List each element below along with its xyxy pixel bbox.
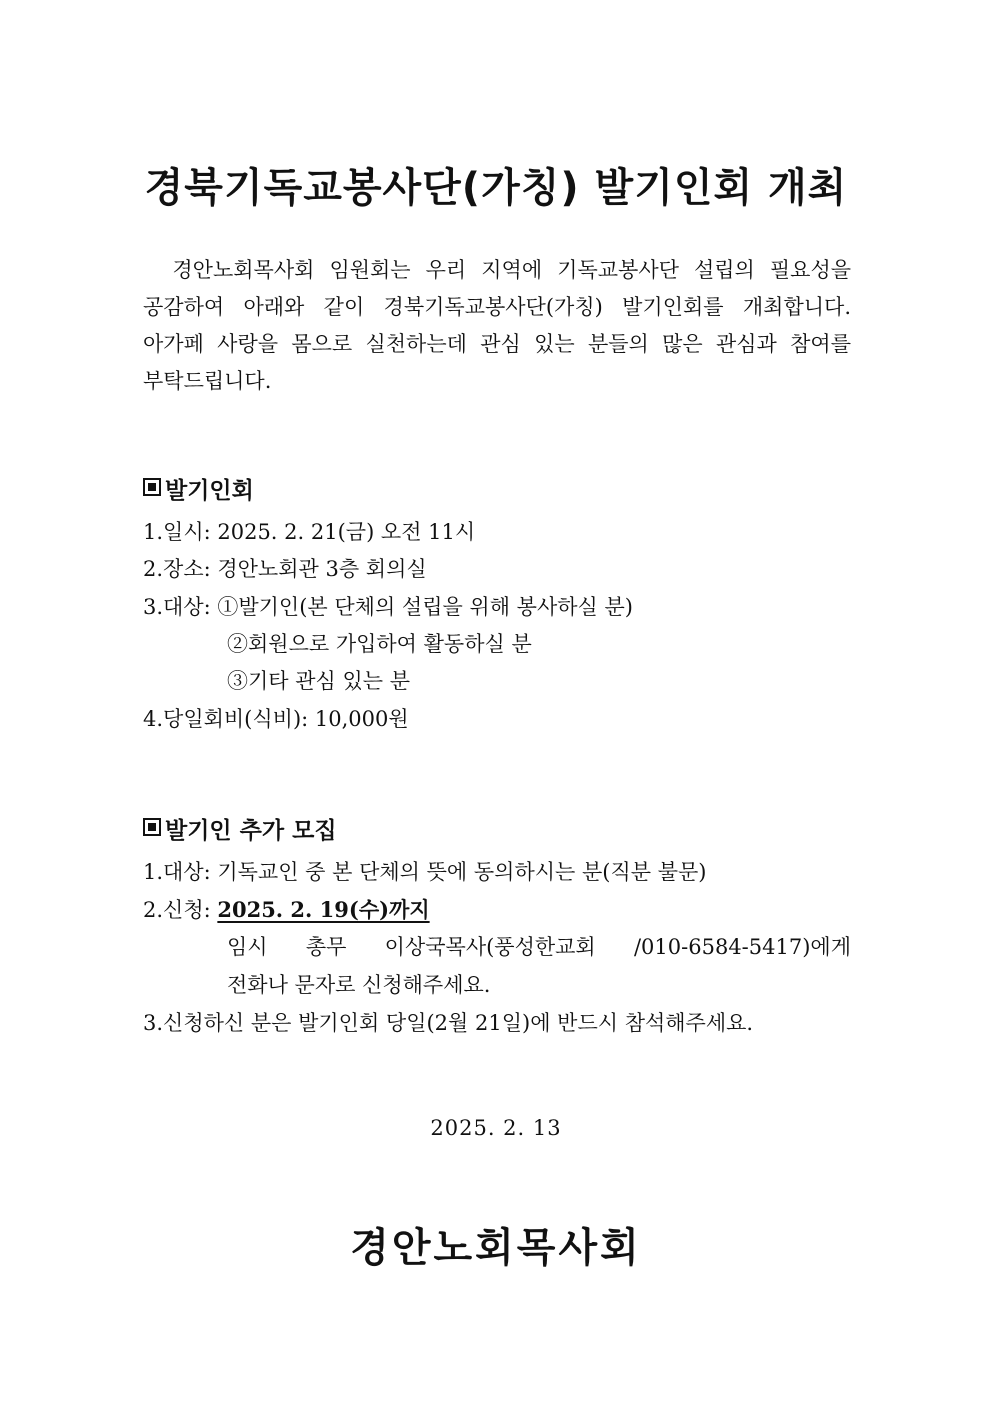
filled-square-icon	[143, 478, 161, 496]
meeting-location: 2.장소: 경안노회관 3층 회의실	[143, 557, 427, 581]
section-heading-meeting-label: 발기인회	[165, 478, 254, 504]
recruit-application	[143, 894, 430, 924]
intro-paragraph	[143, 252, 851, 400]
section-heading-recruit-label: 발기인 추가 모집	[165, 818, 337, 844]
document-title: 경북기독교봉사단(가칭) 발기인회 개최	[144, 165, 848, 211]
recruit-application-prefix: 2.신청:	[143, 898, 218, 922]
document-date: 2025. 2. 13	[430, 1116, 562, 1140]
filled-square-icon	[143, 818, 161, 836]
organization-name: 경안노회목사회	[350, 1225, 642, 1271]
section-heading-recruit	[143, 812, 337, 845]
meeting-fee: 4.당일회비(식비): 10,000원	[143, 707, 409, 731]
meeting-target-1: 3.대상: ①발기인(본 단체의 설립을 위해 봉사하실 분)	[143, 595, 633, 619]
section-heading-meeting	[143, 472, 254, 505]
meeting-target-3: ③기타 관심 있는 분	[227, 669, 411, 693]
recruit-deadline: 2025. 2. 19(수)까지	[217, 897, 430, 922]
intro-text: 경안노회목사회 임원회는 우리 지역에 기독교봉사단 설립의 필요성을 공감하여 아래와 같이 경북기독교봉사단(가칭) 발기인회를 개최합니다. 아가페 사랑을 몸으로 실천하는데 관심 있는 분들의 많은 관심과 참여를 부탁드립니다.	[143, 258, 852, 393]
recruit-attendance: 3.신청하신 분은 발기인회 당일(2월 21일)에 반드시 참석해주세요.	[143, 1011, 754, 1035]
meeting-target-2: ②회원으로 가입하여 활동하실 분	[227, 632, 532, 656]
meeting-datetime: 1.일시: 2025. 2. 21(금) 오전 11시	[143, 520, 476, 544]
recruit-contact: 임시 총무 이상국목사(풍성한교회 /010-6584-5417)에게	[227, 935, 851, 959]
recruit-note: 전화나 문자로 신청해주세요.	[227, 973, 491, 997]
recruit-target: 1.대상: 기독교인 중 본 단체의 뜻에 동의하시는 분(직분 불문)	[143, 860, 707, 884]
